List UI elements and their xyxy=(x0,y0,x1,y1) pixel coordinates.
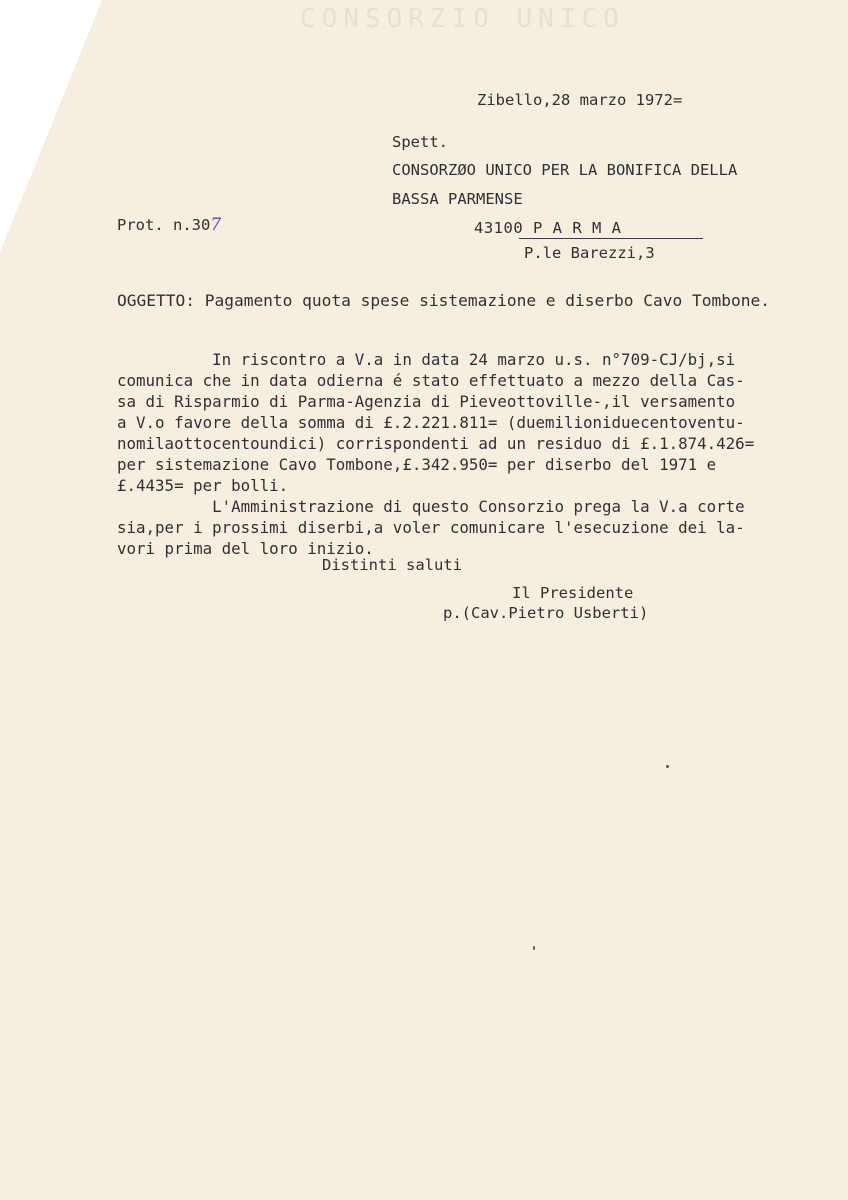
city-underline xyxy=(519,238,703,239)
closing-line: Distinti saluti xyxy=(322,556,462,574)
body-line: per sistemazione Cavo Tombone,£.342.950= per diserbo del 1971 e xyxy=(117,455,717,474)
subject-line: OGGETTO: Pagamento quota spese sistemazione e diserbo Cavo Tombone. xyxy=(117,291,770,310)
paper-speck xyxy=(666,765,669,768)
body-line: sa di Risparmio di Parma-Agenzia di Pieveottoville-,il versamento xyxy=(117,392,736,411)
recipient-street: P.le Barezzi,3 xyxy=(524,244,655,262)
body-line: a V.o favore della somma di £.2.221.811= (duemilioniduecentoventu- xyxy=(117,413,745,432)
recipient-salutation: Spett. xyxy=(392,133,448,151)
faded-letterhead: CONSORZIO UNICO xyxy=(300,4,625,34)
body-line: sia,per i prossimi diserbi,a voler comunicare l'esecuzione dei la- xyxy=(117,518,745,537)
signature-name: p.(Cav.Pietro Usberti) xyxy=(443,604,649,622)
body-line: L'Amministrazione di questo Consorzio prega la V.a corte xyxy=(117,497,745,516)
recipient-line-2: BASSA PARMENSE xyxy=(392,190,523,208)
paper-speck xyxy=(533,946,535,950)
recipient-line-1: CONSORZØO UNICO PER LA BONIFICA DELLA xyxy=(392,161,738,179)
body-line: comunica che in data odierna é stato effettuato a mezzo della Cas- xyxy=(117,371,745,390)
signature-title: Il Presidente xyxy=(512,584,634,602)
body-line: nomilaottocentoundici) corrispondenti ad un residuo di £.1.874.426= xyxy=(117,434,755,453)
body-line: vori prima del loro inizio. xyxy=(117,539,374,558)
handwritten-digit: 7 xyxy=(210,215,222,235)
recipient-city: 43100 P A R M A xyxy=(474,219,622,237)
body-line: £.4435= per bolli. xyxy=(117,476,289,495)
date-line: Zibello,28 marzo 1972= xyxy=(477,91,683,109)
body-line: In riscontro a V.a in data 24 marzo u.s. n°709-CJ/bj,si xyxy=(117,350,736,369)
protocol-label: Prot. n.30 xyxy=(117,216,211,234)
protocol-number xyxy=(117,216,221,234)
